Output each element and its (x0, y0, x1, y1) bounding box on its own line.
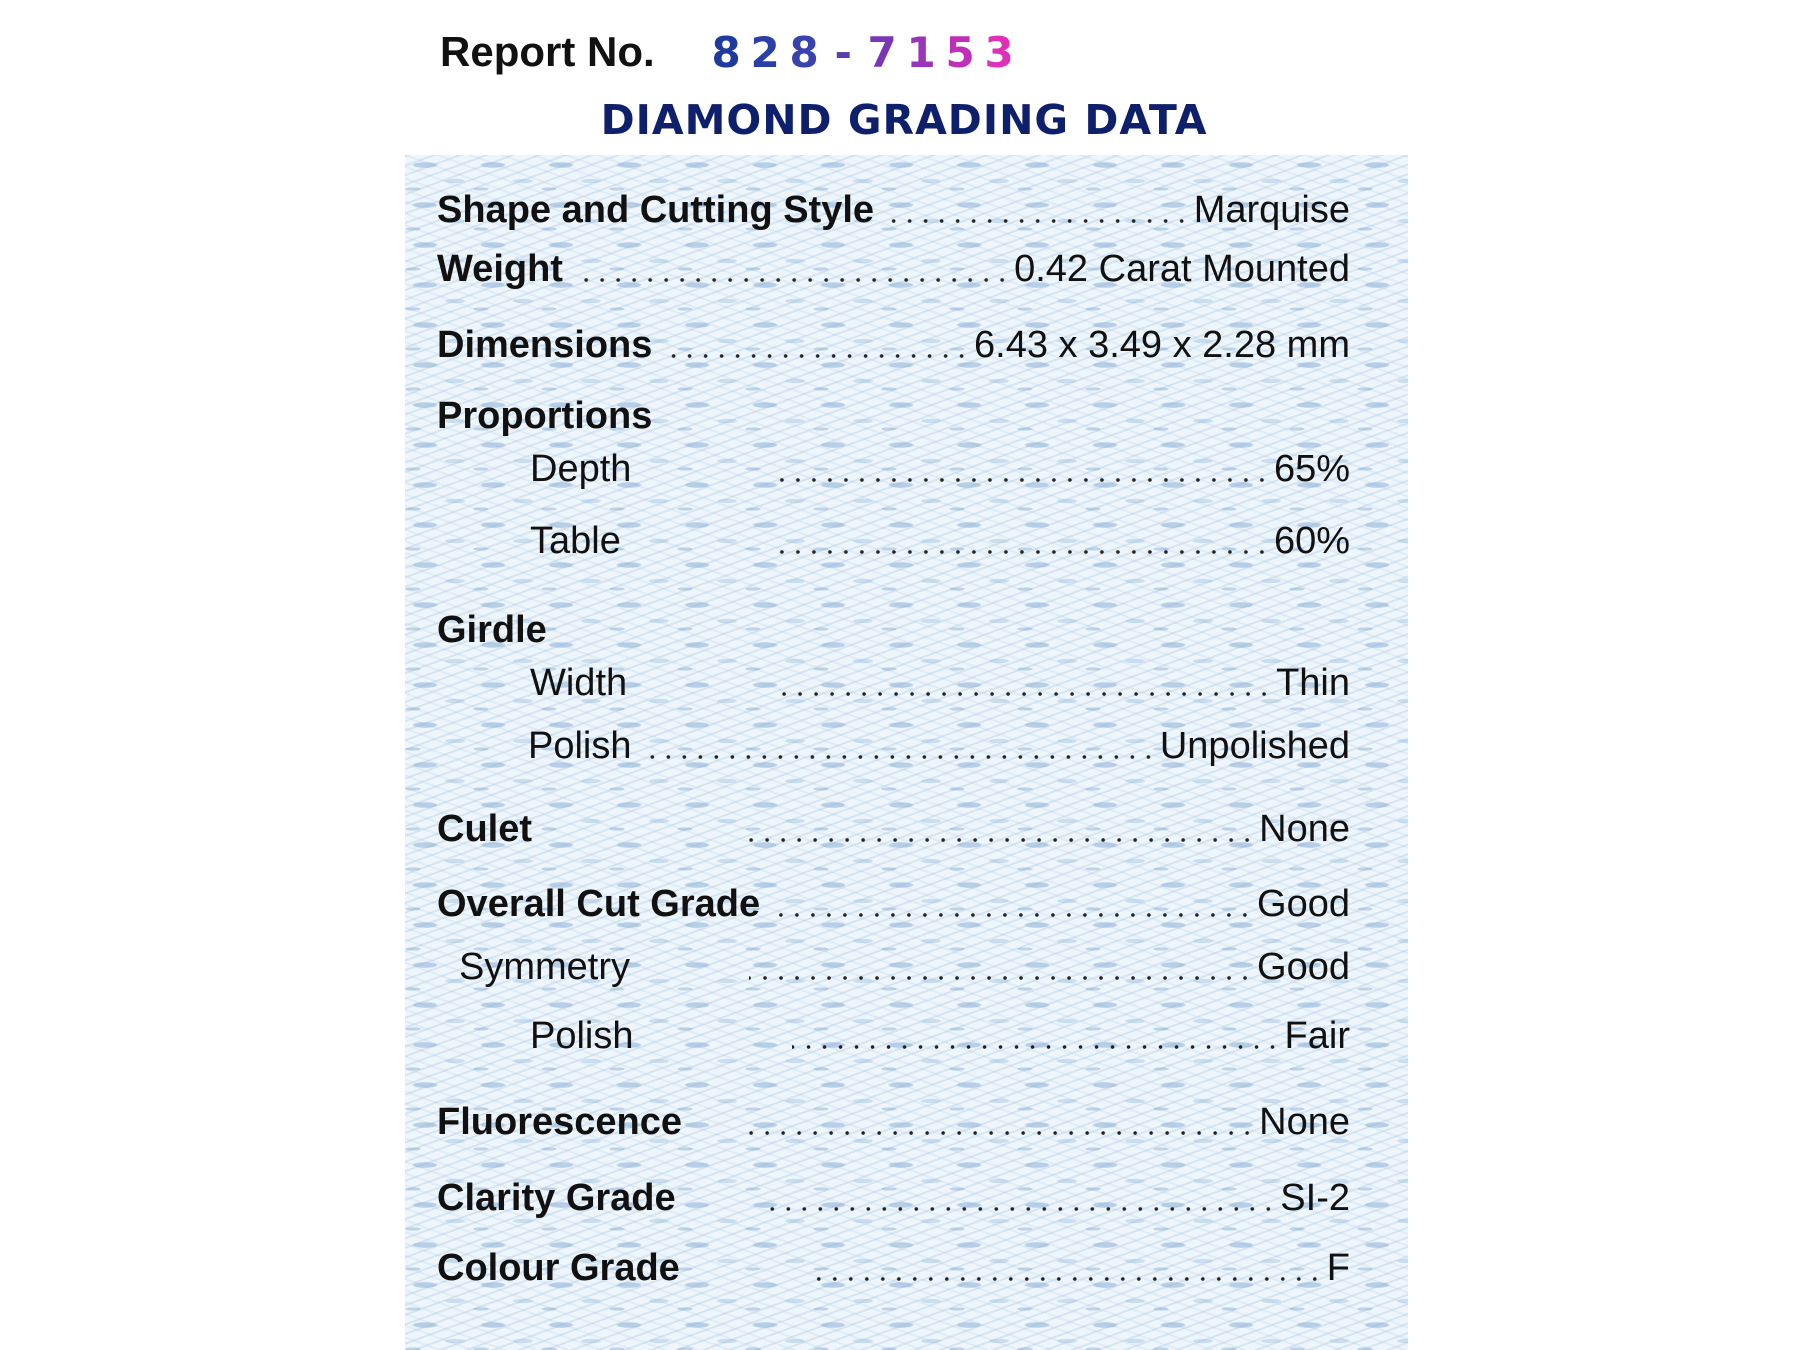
report-digit: 7 (867, 27, 897, 77)
table-row (530, 513, 1350, 563)
colour-row (437, 1240, 1350, 1290)
polish-label: Polish (530, 1015, 634, 1057)
girdle-polish-row (528, 718, 1350, 768)
dot-leader (644, 755, 1156, 759)
report-digit: - (834, 27, 852, 77)
clarity-row (437, 1170, 1350, 1220)
dot-leader (792, 1045, 1281, 1049)
report-digit: 5 (945, 27, 975, 77)
colour-label: Colour Grade (437, 1247, 680, 1289)
culet-row (437, 801, 1350, 851)
cut-grade-label: Overall Cut Grade (437, 883, 761, 925)
dot-leader (886, 219, 1190, 223)
weight-value: 0.42 Carat Mounted (1014, 248, 1350, 290)
weight-label: Weight (437, 248, 563, 290)
girdle-polish-label: Polish (528, 725, 632, 767)
dimensions-value: 6.43 x 3.49 x 2.28 mm (974, 324, 1350, 366)
dimensions-label: Dimensions (437, 324, 653, 366)
girdle-heading: Girdle (437, 609, 547, 651)
girdle-width-label: Width (530, 662, 628, 704)
report-digit: 1 (906, 27, 936, 77)
report-number-label: Report No. (440, 28, 655, 75)
report-digit: 3 (984, 27, 1014, 77)
girdle-width-row (530, 655, 1350, 705)
shape-row (437, 182, 1350, 232)
symmetry-label: Symmetry (459, 946, 630, 988)
report-number-value (707, 28, 1019, 77)
dot-leader (575, 278, 1010, 282)
girdle-polish-value: Unpolished (1159, 725, 1350, 767)
cut-grade-row (437, 876, 1350, 926)
clarity-label: Clarity Grade (437, 1177, 676, 1219)
depth-row (530, 441, 1350, 491)
page-title: DIAMOND GRADING DATA (600, 96, 1208, 144)
symmetry-row (459, 939, 1350, 989)
depth-label: Depth (530, 448, 632, 490)
dot-leader (772, 478, 1270, 482)
shape-label: Shape and Cutting Style (437, 189, 875, 231)
girdle-width-value: Thin (1276, 662, 1350, 704)
dot-leader (749, 1131, 1255, 1135)
dot-leader (772, 550, 1270, 554)
weight-row (437, 241, 1350, 291)
dot-leader (664, 354, 970, 358)
culet-value: None (1259, 808, 1350, 850)
report-number-header (440, 22, 1019, 82)
dot-leader (809, 1277, 1323, 1281)
culet-label: Culet (437, 808, 532, 850)
dot-leader (772, 692, 1272, 696)
depth-value: 65% (1273, 448, 1350, 490)
fluorescence-label: Fluorescence (437, 1101, 682, 1143)
table-label: Table (530, 520, 621, 562)
colour-value: F (1326, 1247, 1350, 1289)
cut-grade-value: Good (1257, 883, 1350, 925)
dot-leader (749, 838, 1255, 842)
fluorescence-value: None (1259, 1101, 1350, 1143)
dot-leader (772, 913, 1253, 917)
symmetry-value: Good (1257, 946, 1350, 988)
polish-row (530, 1008, 1350, 1058)
report-digit: 8 (711, 27, 741, 77)
shape-value: Marquise (1193, 189, 1350, 231)
report-digit: 2 (750, 27, 780, 77)
dot-leader (749, 976, 1253, 980)
dot-leader (764, 1207, 1276, 1211)
polish-value: Fair (1284, 1015, 1350, 1057)
report-digit: 8 (789, 27, 819, 77)
proportions-heading: Proportions (437, 395, 653, 437)
dimensions-row (437, 317, 1350, 367)
fluorescence-row (437, 1094, 1350, 1144)
clarity-value: SI-2 (1280, 1177, 1350, 1219)
table-value: 60% (1273, 520, 1350, 562)
